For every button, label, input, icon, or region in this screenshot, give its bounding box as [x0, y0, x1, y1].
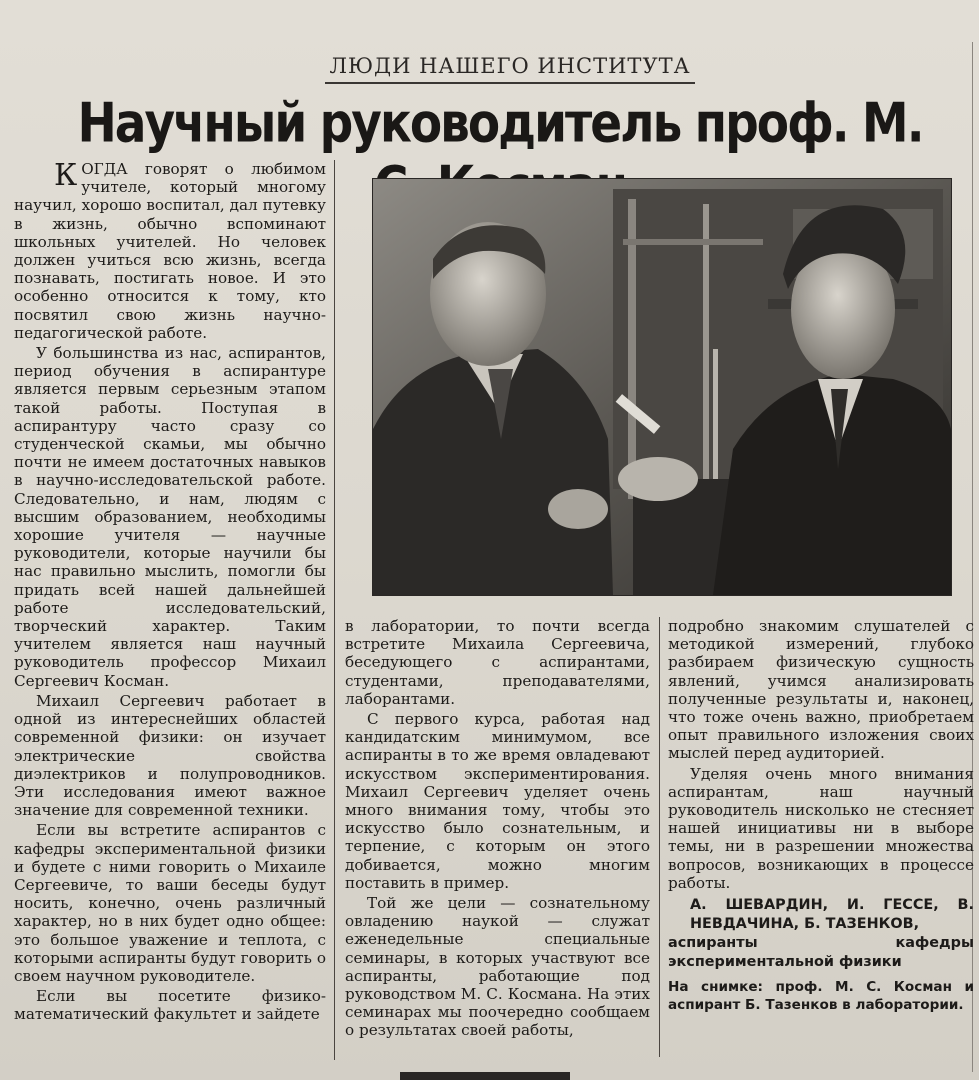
drop-cap: К — [54, 158, 78, 193]
article-paragraph: Михаил Сергеевич работает в одной из интереснейших областей современной физики: он изучает электрические свойства диэлектриков и полупроводников. Эти исследования имеют важное значение для современной техники. — [14, 691, 326, 820]
bottom-fold-mark — [400, 1072, 570, 1080]
photo-caption: На снимке: проф. М. С. Косман и аспирант Б. Тазенков в лаборатории. — [668, 979, 974, 1014]
rubric-underline — [325, 82, 695, 84]
article-paragraph: Той же цели — сознательному овладению наукой — служат еженедельные специальные семинары, в которых участвуют все аспиранты, работающие под руководством М. С. Космана. На этих семинарах мы поочередно сообщаем о результатах своей работы, — [345, 894, 650, 1040]
article-paragraph: подробно знакомим слушателей с методикой измерений, глубоко разбираем физическую сущность явлений, учимся анализировать полученные результаты и, наконец, что тоже очень важно, приобретаем опыт правильного изложения своих мыслей перед аудиторией. — [668, 617, 974, 763]
column-rule — [659, 617, 660, 1057]
article-paragraph: в лаборатории, то почти всегда встретите Михаила Сергеевича, беседующего с аспирантами, студентами, преподавателями, лаборантами. — [345, 617, 650, 708]
article-paragraph: КОГДА говорят о любимом учителе, который многому научил, хорошо воспитал, дал путевку в жизнь, обычно вспоминают школьных учителей. Но человек должен учиться всю жизнь, всегда познавать, постигать новое. И это особенно относится к тому, кто посвятил свою жизнь научно-педагогической работе. — [14, 158, 326, 342]
author-names: А. ШЕВАРДИН, И. ГЕССЕ, В. НЕВДАЧИНА, Б. ТАЗЕНКОВ, — [690, 897, 974, 933]
article-paragraph: У большинства из нас, аспирантов, период обучения в аспирантуре является первым серьезным этапом такой работы. Поступая в аспирантуру часто сразу со студенческой скамьи, мы обычно почти не имеем достаточных навыков в научно-исследовательской работе. Следовательно, и нам, людям с высшим образованием, необходимы хорошие учителя — научные руководители, которые научили бы нас правильно мыслить, помогли бы придать всей нашей дальнейшей работе исследовательский, творческий характер. Таким учителем является наш научный руководитель профессор Михаил Сергеевич Косман. — [14, 344, 326, 690]
article-headline: Научный руководитель проф. М. — [77, 92, 923, 156]
article-column-3 — [668, 617, 974, 1014]
article-paragraph: Если вы посетите физико-математический факультет и зайдете — [14, 987, 326, 1024]
column-rule — [334, 160, 335, 1060]
article-photo — [372, 178, 952, 596]
section-rubric: ЛЮДИ НАШЕГО ИНСТИТУТА — [329, 54, 691, 78]
author-signature — [668, 896, 974, 972]
article-paragraph: Если вы встретите аспирантов с кафедры экспериментальной физики и будете с ними говорить о Михаиле Сергеевиче, то ваши беседы будут носить, конечно, очень различный характер, но в них будет одно общее: это большое уважение и теплота, с которыми аспиранты будут говорить о своем научном руководителе. — [14, 821, 326, 985]
article-column-1 — [14, 160, 326, 1024]
article-paragraph: С первого курса, работая над кандидатским минимумом, все аспиранты в то же время овладевают искусством экспериментирования. Михаил Сергеевич уделяет очень много внимания тому, чтобы это искусство было сознательным, и терпение, с которым он этого добивается, можно многим поставить в пример. — [345, 710, 650, 892]
author-role: аспиранты кафедры экспериментальной физики — [668, 935, 974, 971]
article-paragraph: Уделяя очень много внимания аспирантам, наш научный руководитель нисколько не стесняет нашей инициативы ни в выборе темы, ни в разрешении множества вопросов, возникающих в процессе работы. — [668, 764, 974, 892]
article-column-2 — [345, 617, 650, 1040]
